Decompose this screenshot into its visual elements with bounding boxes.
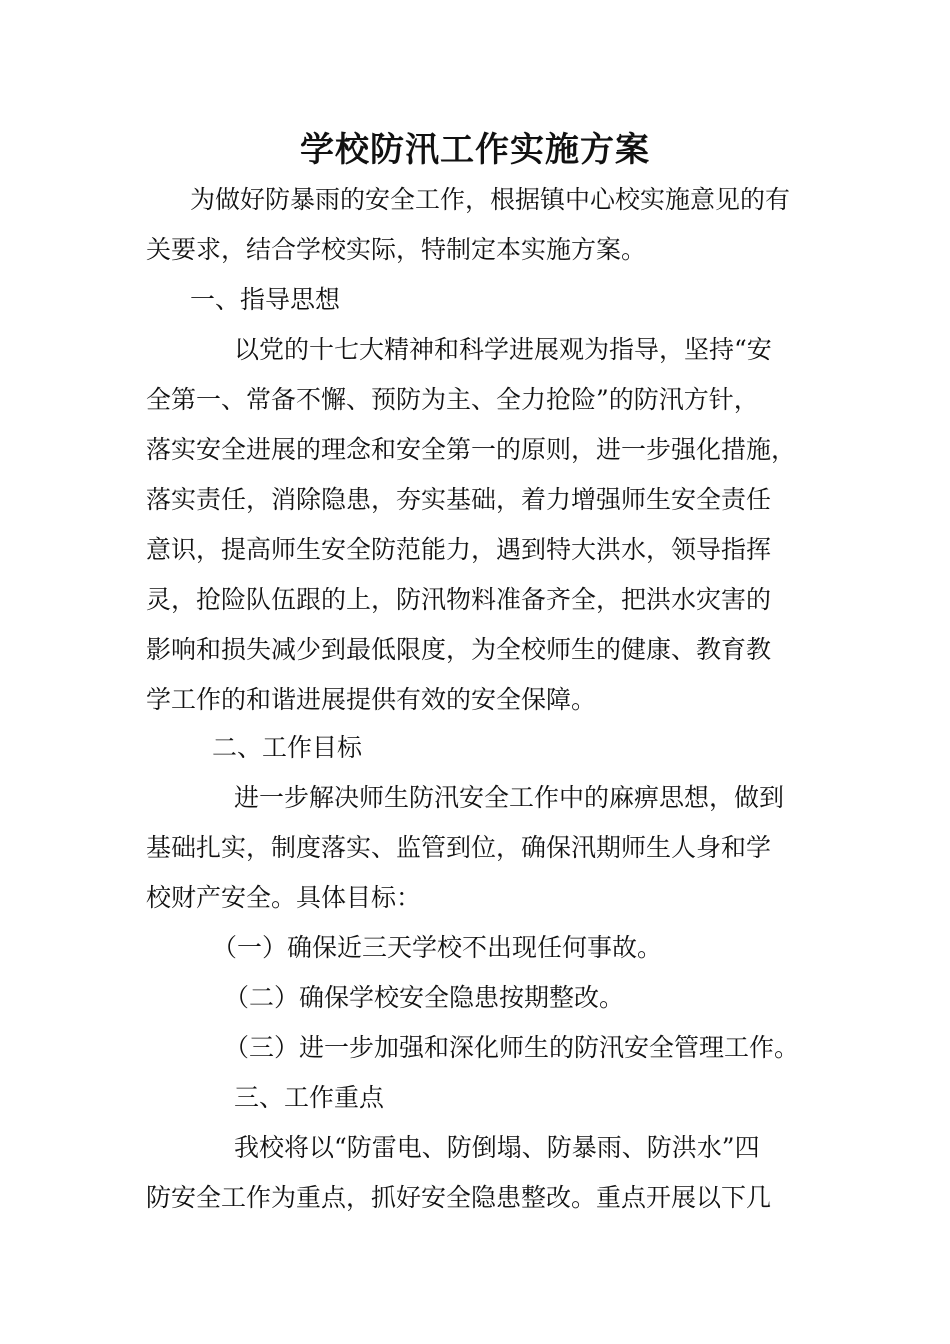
body-line: 影响和损失减少到最低限度，为全校师生的健康、教育教 (146, 635, 772, 664)
list-item: （二）确保学校安全隐患按期整改。 (224, 983, 625, 1012)
document-title: 学校防汛工作实施方案 (300, 130, 650, 170)
body-line: 灵，抢险队伍跟的上，防汛物料准备齐全，把洪水灾害的 (146, 585, 772, 614)
body-line: 学工作的和谐进展提供有效的安全保障。 (146, 685, 597, 714)
body-line: 关要求，结合学校实际，特制定本实施方案。 (146, 235, 647, 264)
body-line: 以党的十七大精神和科学进展观为指导，坚持“安 (234, 335, 772, 364)
body-line: 我校将以“防雷电、防倒塌、防暴雨、防洪水”四 (234, 1133, 760, 1162)
list-item: （三）进一步加强和深化师生的防汛安全管理工作。 (224, 1033, 800, 1062)
body-line: 意识，提高师生安全防范能力，遇到特大洪水，领导指挥 (146, 535, 772, 564)
body-line: 落实责任，消除隐患，夯实基础，着力增强师生安全责任 (146, 485, 772, 514)
section-heading: 二、工作目标 (212, 733, 363, 762)
body-line: 落实安全进展的理念和安全第一的原则，进一步强化措施， (146, 435, 797, 464)
body-line: 防安全工作为重点，抓好安全隐患整改。重点开展以下几 (146, 1183, 772, 1212)
body-line: 进一步解决师生防汛安全工作中的麻痹思想，做到 (234, 783, 785, 812)
body-line: 为做好防暴雨的安全工作，根据镇中心校实施意见的有 (190, 185, 791, 214)
section-heading: 一、指导思想 (190, 285, 341, 314)
body-line: 全第一、常备不懈、预防为主、全力抢险”的防汛方针， (146, 385, 759, 414)
list-item: （一）确保近三天学校不出现任何事故。 (212, 933, 663, 962)
body-line: 基础扎实，制度落实、监管到位，确保汛期师生人身和学 (146, 833, 772, 862)
body-line: 校财产安全。具体目标： (146, 883, 422, 912)
section-heading: 三、工作重点 (234, 1083, 385, 1112)
